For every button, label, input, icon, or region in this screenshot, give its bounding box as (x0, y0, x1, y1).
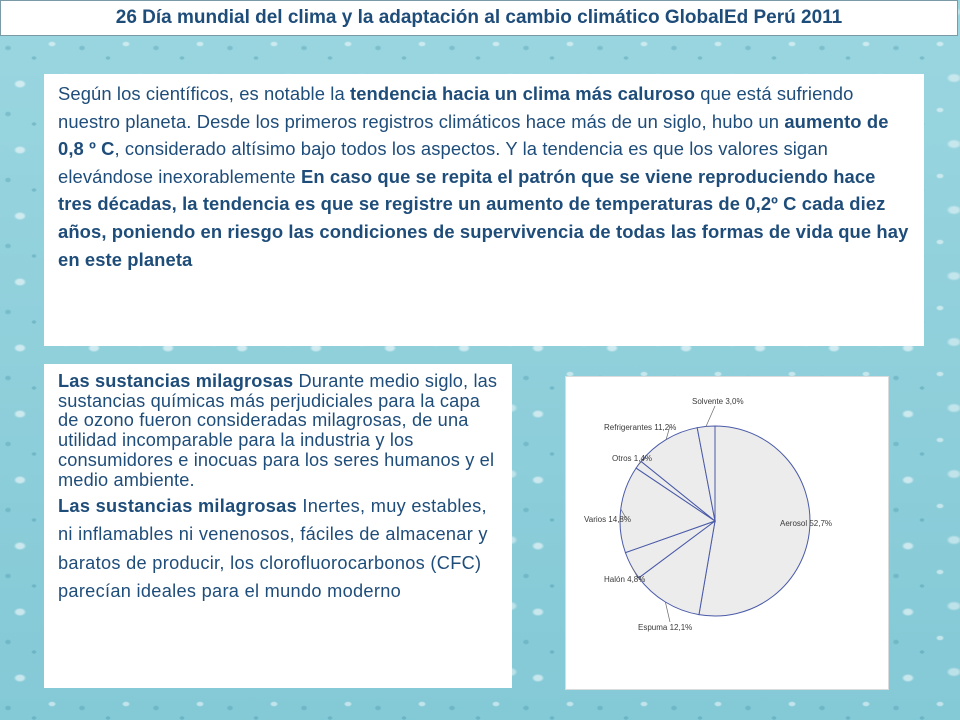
pie-label-aerosol: Aerosol 52,7% (780, 519, 833, 528)
pie-label-varios: Varios 14,8% (584, 515, 631, 524)
pie-label-solvente: Solvente 3,0% (692, 397, 744, 406)
paragraph-1-heading: Las sustancias milagrosas (58, 371, 294, 391)
paragraph-1 (58, 372, 502, 490)
trend-text-1: Según los científicos, es notable la (58, 83, 350, 104)
pie-label-espuma: Espuma 12,1% (638, 623, 693, 632)
slide-title (0, 0, 958, 36)
trend-text-3-bold: En caso que se repita el patrón que se viene reproduciendo hace tres décadas, la tendencia es que se registre un aumento de temperaturas de 0,2º C cada diez años, poniendo en riesgo las condiciones de supervivencia de todas las formas de vida que hay en este planeta (58, 165, 909, 270)
pie-label-halón: Halón 4,8% (604, 575, 646, 584)
pie-leader-line (706, 406, 715, 426)
paragraph-2 (58, 492, 502, 605)
cfc-uses-pie-chart (565, 376, 889, 690)
trend-text-2-bold: aumento de 0,8 º C (58, 110, 889, 160)
miracle-substances-text-box (44, 364, 512, 688)
pie-leader-line (665, 602, 670, 622)
trend-text-3: , considerado altísimo bajo todos los aspectos. Y la tendencia es que los valores sigan elevándose inexorablemente (58, 138, 828, 187)
pie-label-otros: Otros 1,4% (612, 454, 653, 463)
pie-label-refrigerantes: Refrigerantes 11,2% (604, 423, 677, 432)
slide-title-text: 26 Día mundial del clima y la adaptación al cambio climático GlobalEd Perú 2011 (115, 7, 843, 28)
trend-text-1-bold: tendencia hacia un clima más caluroso (350, 83, 696, 104)
paragraph-2-heading: Las sustancias milagrosas (58, 496, 297, 517)
paragraph-1-body: Durante medio siglo, las sustancias químicas más perjudiciales para la capa de ozono fueron consideradas milagrosas, de una utilidad incomparable para la industria y los consumidores e inocuas para los seres humanos y el medio ambiente. (58, 371, 498, 490)
climate-trend-text-box (44, 74, 924, 346)
paragraph-2-body: Inertes, muy estables, ni inflamables ni venenosos, fáciles de almacenar y baratos de producir, los clorofluorocarbonos (CFC) parecían ideales para el mundo moderno (58, 496, 488, 601)
trend-text-2: que está sufriendo nuestro planeta. Desde los primeros registros climáticos hace más de un siglo, hubo un (58, 83, 854, 132)
pie-chart-svg (566, 377, 888, 689)
